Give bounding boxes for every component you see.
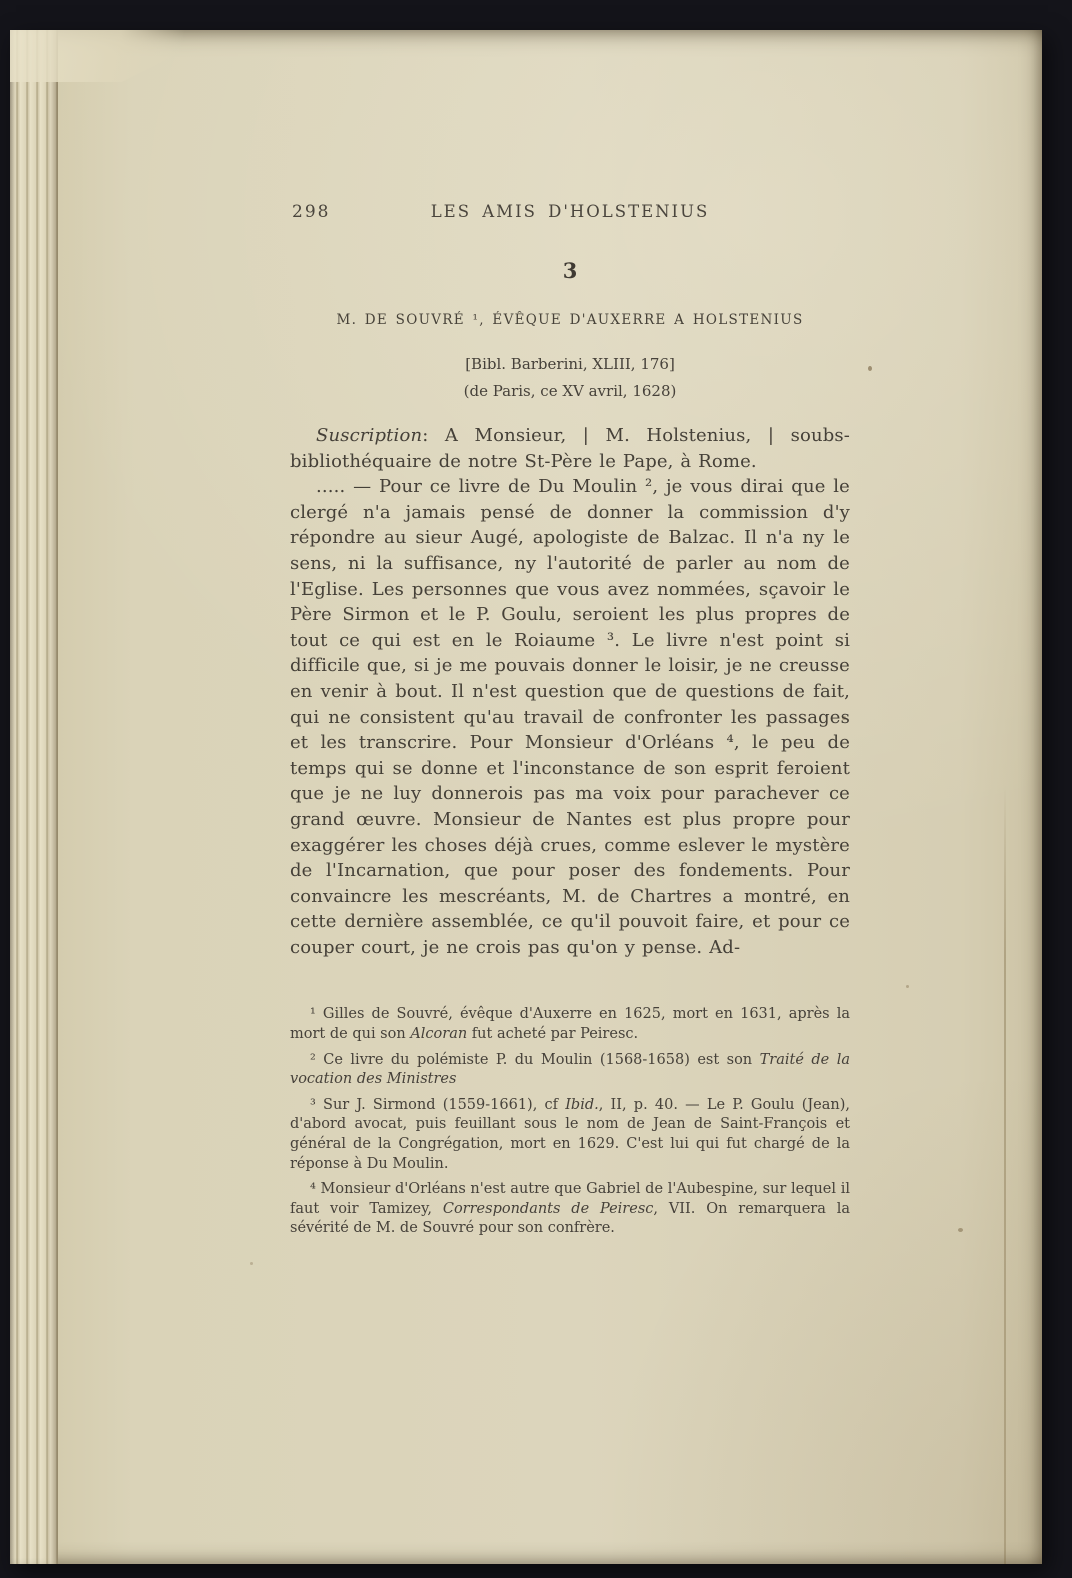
paper-speck	[250, 1262, 253, 1265]
page-crease	[1004, 785, 1006, 1564]
page-content	[290, 202, 850, 1245]
suscription-paragraph: Suscription: A Monsieur, | M. Holstenius, | soubs-bibliothéquaire de notre St-Père le Pape, à Rome.	[290, 425, 850, 472]
stacked-page-edges	[10, 30, 58, 1564]
footnotes-block	[290, 1005, 850, 1239]
dateline: (de Paris, ce XV avril, 1628)	[463, 382, 677, 400]
footnote-4: ⁴ Monsieur d'Orléans n'est autre que Gabriel de l'Aubespine, sur lequel il faut voir Tamizey, Correspondants de Peiresc, VII. On remarquera la sévérité de M. de Souvré pour son confrère.	[290, 1181, 850, 1237]
page-corner	[10, 30, 225, 82]
running-title: LES AMIS D'HOLSTENIUS	[430, 202, 710, 221]
footnote-2: ² Ce livre du polémiste P. du Moulin (1568-1658) est son Traité de la vocation des Ministres	[290, 1051, 850, 1088]
footnote-3: ³ Sur J. Sirmond (1559-1661), cf Ibid., II, p. 40. — Le P. Goulu (Jean), d'abord avocat, puis feuillant sous le nom de Jean de Saint-François et général de la Congrégation, mort en 1629. C'est lui qui fut chargé de la réponse à Du Moulin.	[290, 1096, 850, 1172]
source-reference: [Bibl. Barberini, XLIII, 176]	[465, 355, 675, 373]
letter-body-paragraph: ..... — Pour ce livre de Du Moulin ², je vous dirai que le clergé n'a jamais pensé de donner la commission d'y répondre au sieur Augé, apologiste de Balzac. Il n'a ny le sens, ni la suffisance, ny l'autorité de parler au nom de l'Eglise. Les personnes que vous avez nommées, sçavoir le Père Sirmon et le P. Goulu, seroient les plus propres de tout ce qui est en le Roiaume ³. Le livre n'est point si difficile que, si je me pouvais donner le loisir, je ne creusse en venir à bout. Il n'est question que de questions de fait, qui ne consistent qu'au travail de confronter les passages et les transcrire. Pour Monsieur d'Orléans ⁴, le peu de temps qui se donne et l'inconstance de son esprit feroient que je ne luy donnerois pas ma voix pour parachever ce grand œuvre. Monsieur de Nantes est plus propre pour exaggérer les choses déjà crues, comme eslever le mystère de l'Incarnation, que pour poser des fondements. Pour convaincre les mescréants, M. de Chartres a montré, en cette dernière assemblée, ce qu'il pouvoit faire, et pour ce couper court, je ne crois pas qu'on y pense. Ad-	[290, 476, 850, 958]
page-number: 298	[292, 202, 331, 222]
paper-speck	[906, 985, 909, 988]
letter-heading: M. DE SOUVRÉ ¹, ÉVÊQUE D'AUXERRE A HOLSTENIUS	[336, 312, 804, 328]
book-page	[10, 30, 1042, 1564]
letter-number: 3	[562, 258, 578, 283]
paper-speck	[958, 1228, 963, 1232]
paper-speck	[868, 366, 872, 371]
footnote-1: ¹ Gilles de Souvré, évêque d'Auxerre en 1625, mort en 1631, après la mort de qui son Alcoran fut acheté par Peiresc.	[290, 1006, 850, 1043]
running-head	[290, 202, 850, 221]
